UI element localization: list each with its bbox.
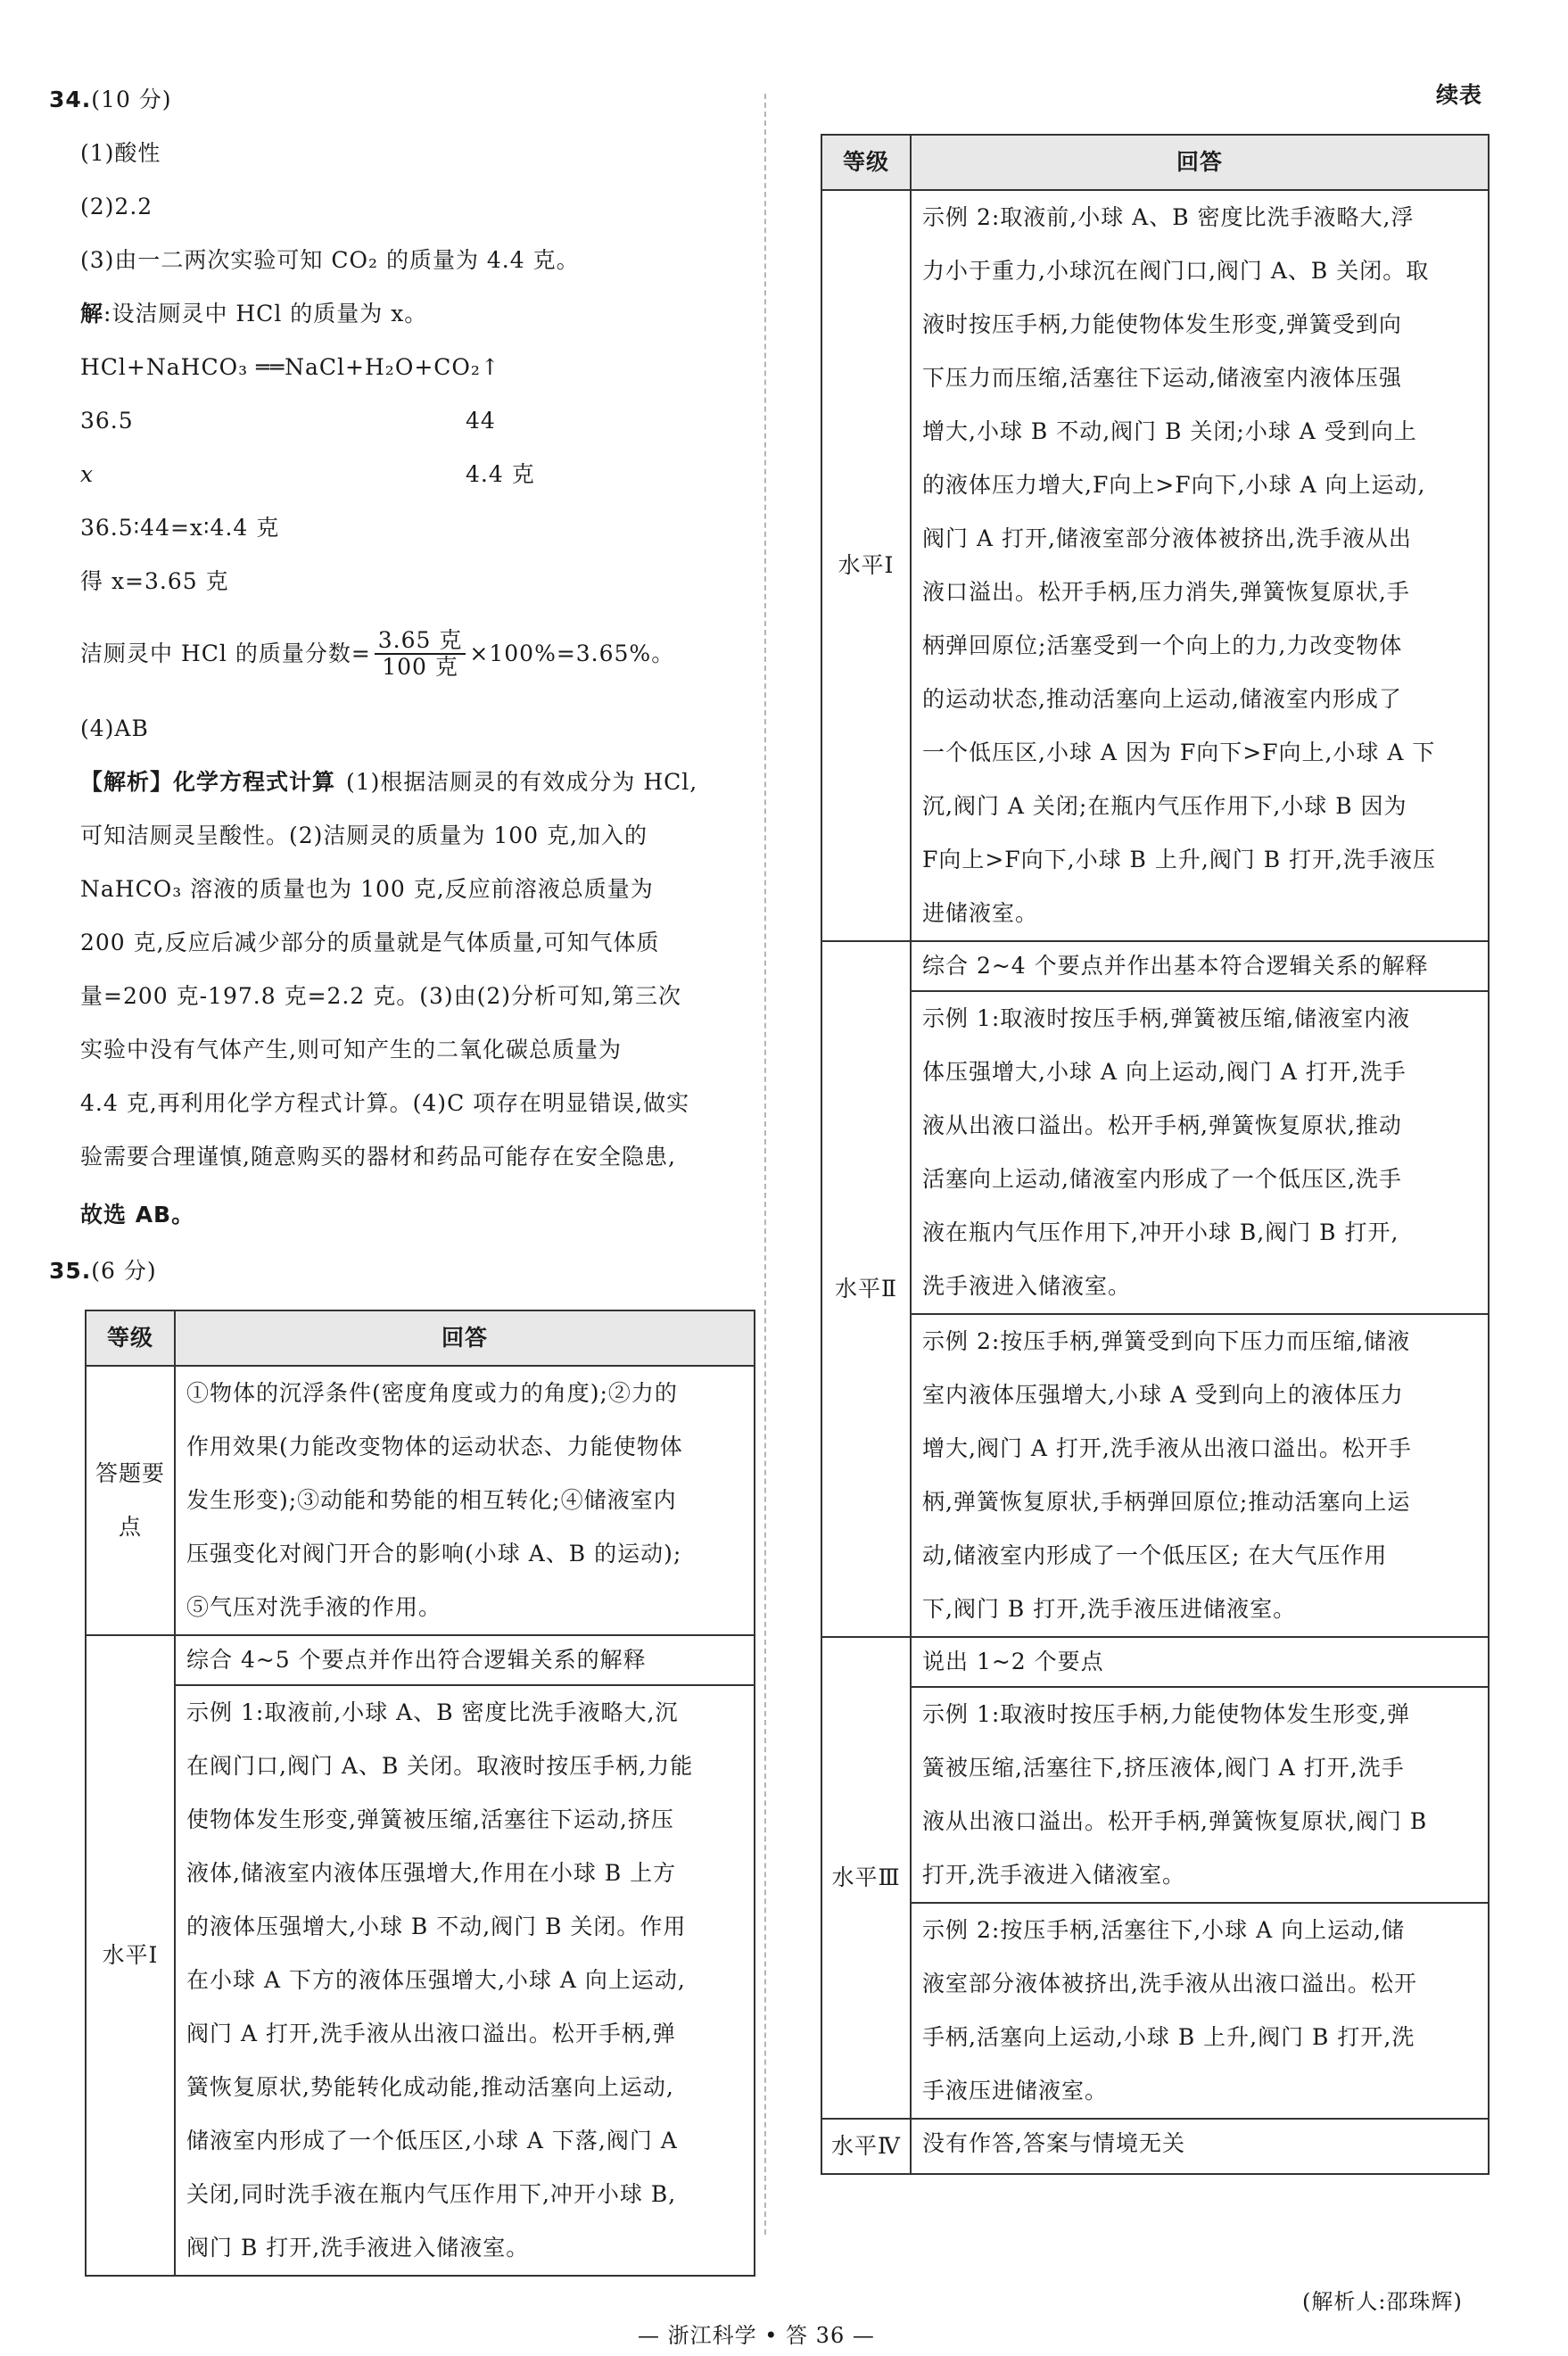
- q35-number: 35.: [49, 1258, 92, 1284]
- mass-row1-right: 44: [466, 408, 496, 434]
- solution-label: 解: [80, 301, 104, 327]
- level1-label: 水平Ⅰ: [821, 190, 911, 941]
- table-row: [821, 1637, 1489, 1687]
- mass-row2-right: 4.4 克: [466, 461, 535, 487]
- analysis-line-7: 验需要合理谨慎,随意购买的器材和药品可能存在安全隐患,: [80, 1144, 676, 1170]
- q35-header: [49, 1258, 157, 1285]
- q34-header: [49, 87, 172, 113]
- solution-intro-text: :设洁厕灵中 HCl 的质量为 x。: [103, 301, 428, 327]
- level3-label: 水平Ⅲ: [821, 1637, 911, 2119]
- fraction-prefix: 洁厕灵中 HCl 的质量分数=: [80, 641, 371, 666]
- table-row: [86, 1366, 755, 1635]
- table-row: [821, 2119, 1489, 2174]
- mass-row2-left: x: [80, 461, 95, 487]
- col-level-header: 等级: [821, 135, 911, 190]
- key-points-text: ①物体的沉浮条件(密度角度或力的角度);②力的 作用效果(力能改变物体的运动状态、力能使物体 发生形变);③动能和势能的相互转化;④储液室内 压强变化对阀门开合的影响(小球 A、B 的运动); ⑤气压对洗手液的作用。: [175, 1366, 755, 1635]
- chemical-equation: HCl+NaHCO₃ ══NaCl+H₂O+CO₂↑: [80, 354, 500, 380]
- level1-criteria: 综合 4~5 个要点并作出符合逻辑关系的解释: [175, 1635, 755, 1685]
- analysis-text-0: (1)根据洁厕灵的有效成分为 HCl,: [346, 769, 698, 795]
- q34-answer-2: (2)2.2: [80, 194, 153, 219]
- q34-solution-intro: [80, 301, 427, 327]
- q34-points: (10 分): [91, 87, 172, 112]
- level3-criteria: 说出 1~2 个要点: [911, 1637, 1489, 1687]
- analysis-line-6: 4.4 克,再利用化学方程式计算。(4)C 项存在明显错误,做实: [80, 1090, 690, 1116]
- continued-scoring-table: [821, 134, 1490, 2175]
- table-row: [821, 991, 1489, 1314]
- q35-points: (6 分): [91, 1258, 157, 1284]
- level1-label: 水平Ⅰ: [86, 1635, 175, 2276]
- analysis-line-5: 实验中没有气体产生,则可知产生的二氧化碳总质量为: [80, 1037, 622, 1062]
- fraction-numerator: 3.65 克: [375, 628, 466, 655]
- q34-answer-4: (4)AB: [80, 715, 149, 741]
- proportion: 36.5∶44=x∶4.4 克: [80, 515, 280, 541]
- q34-number: 34.: [49, 87, 92, 112]
- analysis-line-3: 200 克,反应后减少部分的质量就是气体质量,可知气体质: [80, 930, 660, 955]
- q34-answer-1: (1)酸性: [80, 140, 161, 166]
- level2-criteria: 综合 2~4 个要点并作出基本符合逻辑关系的解释: [911, 941, 1489, 991]
- q35-scoring-table: [85, 1310, 755, 2277]
- table-row: [86, 1635, 755, 1685]
- fraction: [375, 628, 466, 680]
- col-answer-header: 回答: [175, 1310, 755, 1366]
- column-divider: [764, 94, 766, 2235]
- level2-example1: 示例 1:取液时按压手柄,弹簧被压缩,储液室内液 体压强增大,小球 A 向上运动,阀门 A 打开,洗手 液从出液口溢出。松开手柄,弹簧恢复原状,推动 活塞向上运动,储液室内形成了一个低压区,洗手 液在瓶内气压作用下,冲开小球 B,阀门 B 打开, 洗手液进入储液室。: [911, 991, 1489, 1314]
- level3-example1: 示例 1:取液时按压手柄,力能使物体发生形变,弹 簧被压缩,活塞往下,挤压液体,阀门 A 打开,洗手 液从出液口溢出。松开手柄,弹簧恢复原状,阀门 B 打开,洗手液进入储液室。: [911, 1687, 1489, 1903]
- mass-fraction-line: [80, 627, 674, 681]
- level2-label: 水平Ⅱ: [821, 941, 911, 1637]
- level4-criteria: 没有作答,答案与情境无关: [911, 2119, 1489, 2174]
- analysis-line-0: [80, 769, 697, 796]
- level3-example2: 示例 2:按压手柄,活塞往下,小球 A 向上运动,储 液室部分液体被挤出,洗手液从出液口溢出。松开 手柄,活塞向上运动,小球 B 上升,阀门 B 打开,洗 手液压进储液室。: [911, 1903, 1489, 2119]
- level2-example2: 示例 2:按压手柄,弹簧受到向下压力而压缩,储液 室内液体压强增大,小球 A 受到向上的液体压力 增大,阀门 A 打开,洗手液从出液口溢出。松开手 柄,弹簧恢复原状,手柄弹回原位;推动活塞向上运 动,储液室内形成了一个低压区; 在大气压作用 下,阀门 B 打开,洗手液压进储液室。: [911, 1314, 1489, 1637]
- analysis-line-4: 量=200 克-197.8 克=2.2 克。(3)由(2)分析可知,第三次: [80, 983, 682, 1009]
- q34-answer-3: (3)由一二两次实验可知 CO₂ 的质量为 4.4 克。: [80, 247, 580, 273]
- table-header-row: [821, 135, 1489, 190]
- table-row: [821, 1903, 1489, 2119]
- level4-label: 水平Ⅳ: [821, 2119, 911, 2174]
- table-row: [86, 1685, 755, 2276]
- fraction-suffix: ×100%=3.65%。: [469, 641, 675, 666]
- analysis-label: 【解析】化学方程式计算: [80, 769, 336, 795]
- fraction-denominator: 100 克: [382, 654, 458, 680]
- mass-row1-left: 36.5: [80, 408, 134, 434]
- col-answer-header: 回答: [911, 135, 1489, 190]
- continued-title: 续表: [1436, 82, 1483, 108]
- analysis-conclusion: 故选 AB。: [80, 1202, 195, 1228]
- page-footer: — 浙江科学 • 答 36 —: [638, 2323, 875, 2348]
- table-header-row: [86, 1310, 755, 1366]
- level1-example1: 示例 1:取液前,小球 A、B 密度比洗手液略大,沉 在阀门口,阀门 A、B 关闭。取液时按压手柄,力能 使物体发生形变,弹簧被压缩,活塞往下运动,挤压 液体,储液室内液体压强增大,作用在小球 B 上方 的液体压强增大,小球 B 不动,阀门 B 关闭。作用 在小球 A 下方的液体压强增大,小球 A 向上运动, 阀门 A 打开,洗手液从出液口溢出。松开手柄,弹 簧恢复原状,势能转化成动能,推动活塞向上运动, 储液室内形成了一个低压区,小球 A 下落,阀门 A 关闭,同时洗手液在瓶内气压作用下,冲开小球 B, 阀门 B 打开,洗手液进入储液室。: [175, 1685, 755, 2276]
- analysis-line-1: 可知洁厕灵呈酸性。(2)洁厕灵的质量为 100 克,加入的: [80, 823, 648, 848]
- analysis-line-2: NaHCO₃ 溶液的质量也为 100 克,反应前溶液总质量为: [80, 876, 654, 902]
- level1-example2: 示例 2:取液前,小球 A、B 密度比洗手液略大,浮 力小于重力,小球沉在阀门口,阀门 A、B 关闭。取 液时按压手柄,力能使物体发生形变,弹簧受到向 下压力而压缩,活塞往下运动,储液室内液体压强 增大,小球 B 不动,阀门 B 关闭;小球 A 受到向上 的液体压力增大,F向上>F向下,小球 A 向上运动, 阀门 A 打开,储液室部分液体被挤出,洗手液从出 液口溢出。松开手柄,压力消失,弹簧恢复原状,手 柄弹回原位;活塞受到一个向上的力,力改变物体 的运动状态,推动活塞向上运动,储液室内形成了 一个低压区,小球 A 因为 F向下>F向上,小球 A 下 沉,阀门 A 关闭;在瓶内气压作用下,小球 B 因为 F向上>F向下,小球 B 上升,阀门 B 打开,洗手液压 进储液室。: [911, 190, 1489, 941]
- analyst-credit: (解析人:邵珠辉): [1302, 2289, 1463, 2314]
- table-row: [821, 190, 1489, 941]
- table-row: [821, 941, 1489, 991]
- table-row: [821, 1314, 1489, 1637]
- result-x: 得 x=3.65 克: [80, 568, 229, 594]
- col-level-header: 等级: [86, 1310, 175, 1366]
- key-points-label: 答题要点: [86, 1366, 175, 1635]
- table-row: [821, 1687, 1489, 1903]
